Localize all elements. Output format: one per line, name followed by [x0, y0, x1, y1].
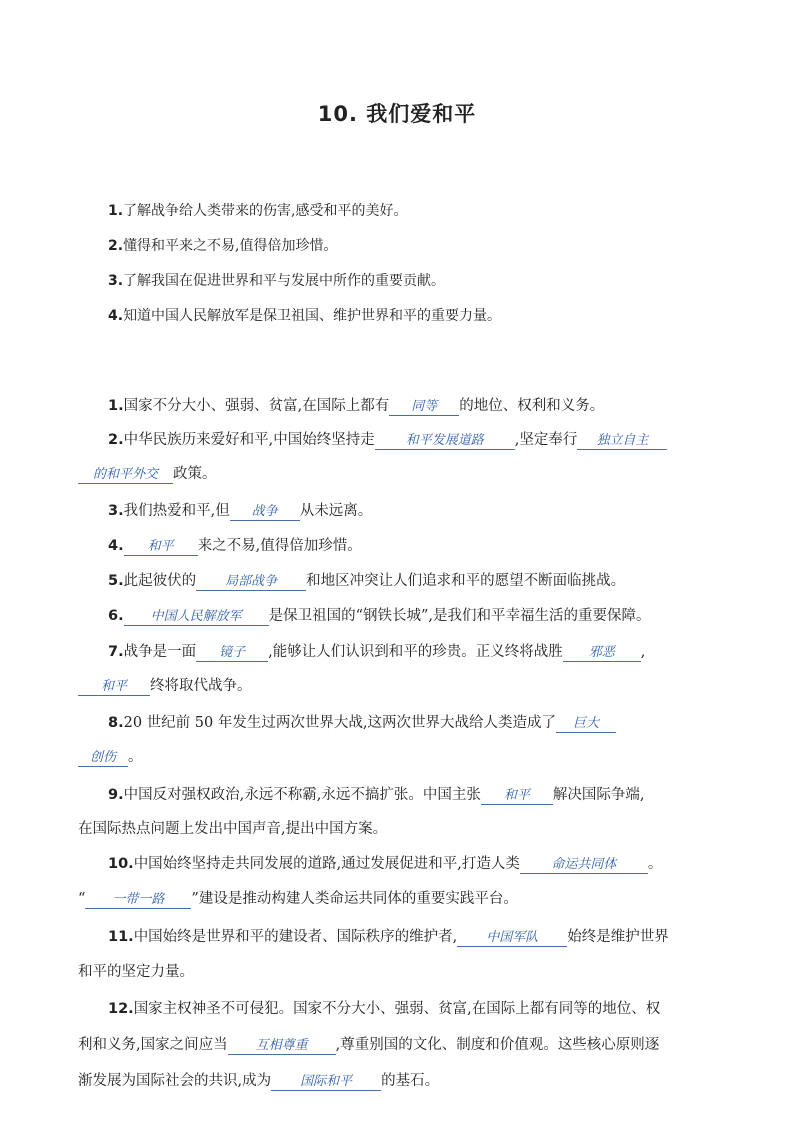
- question-number: 4.: [108, 538, 124, 554]
- question-text: ,能够让人们认识到和平的珍贵。正义终将战胜: [268, 644, 563, 660]
- question-3: [108, 499, 788, 521]
- objective-number: 2.: [108, 238, 124, 254]
- question-text: 利和义务,国家之间应当: [78, 1037, 228, 1053]
- question-text: 的地位、权利和义务。: [459, 398, 605, 414]
- question-text: 。: [647, 856, 663, 872]
- answer-blank[interactable]: 邪恶: [563, 645, 641, 662]
- question-text: 渐发展为国际社会的共识,成为: [78, 1073, 272, 1089]
- question-text: ”建设是推动构建人类命运共同体的重要实践平台。: [191, 891, 518, 907]
- question-text: 国家不分大小、强弱、贫富,在国际上都有: [123, 398, 390, 414]
- question-text: 政策。: [173, 466, 217, 482]
- question-7-cont: [78, 674, 758, 696]
- question-1: [108, 394, 788, 416]
- question-number: 6.: [108, 608, 124, 624]
- question-text: ,: [640, 644, 646, 660]
- question-text: ,坚定奉行: [514, 432, 578, 448]
- question-10-cont: [78, 887, 758, 909]
- question-number: 7.: [108, 644, 124, 660]
- question-4: [108, 534, 788, 556]
- objective-text: 了解我国在促进世界和平与发展中所作的重要贡献。: [123, 273, 446, 289]
- question-number: 9.: [108, 787, 124, 803]
- question-number: 8.: [108, 715, 124, 731]
- answer-blank[interactable]: 战争: [230, 504, 300, 521]
- question-number: 11.: [108, 929, 134, 945]
- question-text: 。: [128, 749, 143, 765]
- objective-text: 知道中国人民解放军是保卫祖国、维护世界和平的重要力量。: [123, 308, 502, 324]
- answer-blank[interactable]: 一带一路: [85, 892, 191, 909]
- question-number: 5.: [108, 573, 124, 589]
- question-number: 1.: [108, 398, 124, 414]
- question-text: 始终是维护世界: [567, 929, 669, 945]
- answer-blank[interactable]: 和平发展道路: [375, 433, 515, 450]
- objective-number: 3.: [108, 273, 124, 289]
- objective-number: 1.: [108, 203, 124, 219]
- question-12-cont: [78, 1033, 758, 1055]
- objective-item: [108, 200, 788, 220]
- question-number: 2.: [108, 432, 124, 448]
- question-2: [108, 428, 788, 450]
- objective-item: [108, 305, 788, 325]
- objective-text: 懂得和平来之不易,值得倍加珍惜。: [123, 238, 338, 254]
- answer-blank[interactable]: 中国军队: [457, 930, 567, 947]
- question-text: “: [78, 891, 86, 907]
- question-text: 在国际热点问题上发出中国声音,提出中国方案。: [78, 821, 388, 837]
- question-text: 来之不易,值得倍加珍惜。: [197, 538, 362, 554]
- question-text: 是保卫祖国的“钢铁长城”,是我们和平幸福生活的重要保障。: [268, 608, 651, 624]
- objective-text: 了解战争给人类带来的伤害,感受和平的美好。: [123, 203, 408, 219]
- answer-blank[interactable]: 创伤: [78, 750, 128, 767]
- question-2-cont: [78, 462, 758, 484]
- question-text: 20 世纪前 50 年发生过两次世界大战,这两次世界大战给人类造成了: [123, 715, 556, 731]
- question-text: ,尊重别国的文化、制度和价值观。这些核心原则逐: [335, 1037, 660, 1053]
- question-7: [108, 640, 788, 662]
- objective-item: [108, 235, 788, 255]
- answer-blank[interactable]: 和平: [124, 539, 198, 556]
- answer-blank[interactable]: 命运共同体: [520, 857, 648, 874]
- question-8-cont: [78, 745, 758, 767]
- question-text: 从未远离。: [299, 503, 373, 519]
- question-text: 中国始终坚持走共同发展的道路,通过发展促进和平,打造人类: [133, 856, 520, 872]
- answer-blank[interactable]: 中国人民解放军: [124, 609, 269, 626]
- question-text: 我们热爱和平,但: [123, 503, 230, 519]
- question-text: 中国始终是世界和平的建设者、国际秩序的维护者,: [133, 929, 458, 945]
- question-number: 3.: [108, 503, 124, 519]
- answer-blank[interactable]: 局部战争: [196, 574, 306, 591]
- question-text: 中国反对强权政治,永远不称霸,永远不搞扩张。中国主张: [123, 787, 481, 803]
- answer-blank[interactable]: 和平: [481, 788, 553, 805]
- question-text: 终将取代战争。: [150, 678, 252, 694]
- question-11: [108, 925, 788, 947]
- question-text: 和平的坚定力量。: [78, 964, 194, 980]
- question-9: [108, 783, 788, 805]
- objective-item: [108, 270, 788, 290]
- answer-blank[interactable]: 巨大: [556, 716, 616, 733]
- answer-blank[interactable]: 独立自主: [577, 433, 667, 450]
- question-12-cont: [78, 1069, 758, 1091]
- answer-blank[interactable]: 的和平外交: [78, 467, 173, 484]
- question-12: [108, 997, 788, 1018]
- question-number: 10.: [108, 856, 134, 872]
- question-text: 中华民族历来爱好和平,中国始终坚持走: [123, 432, 375, 448]
- question-10: [108, 852, 788, 874]
- objective-number: 4.: [108, 308, 124, 324]
- question-text: 和地区冲突让人们追求和平的愿望不断面临挑战。: [306, 573, 626, 589]
- answer-blank[interactable]: 和平: [78, 679, 150, 696]
- question-9-cont: [78, 817, 758, 838]
- answer-blank[interactable]: 镜子: [196, 645, 268, 662]
- question-text: 此起彼伏的: [123, 573, 197, 589]
- page-title: 10. 我们爱和平: [317, 102, 477, 126]
- question-8: [108, 711, 788, 733]
- question-text: 战争是一面: [123, 644, 197, 660]
- answer-blank[interactable]: 同等: [389, 399, 459, 416]
- question-text: 国家主权神圣不可侵犯。国家不分大小、强弱、贫富,在国际上都有同等的地位、权: [133, 1001, 661, 1017]
- question-11-cont: [78, 960, 758, 981]
- question-text: 的基石。: [381, 1073, 440, 1089]
- question-text: 解决国际争端,: [552, 787, 645, 803]
- answer-blank[interactable]: 国际和平: [271, 1074, 381, 1091]
- question-5: [108, 569, 788, 591]
- answer-blank[interactable]: 互相尊重: [228, 1038, 336, 1055]
- question-6: [108, 604, 788, 626]
- question-number: 12.: [108, 1001, 134, 1017]
